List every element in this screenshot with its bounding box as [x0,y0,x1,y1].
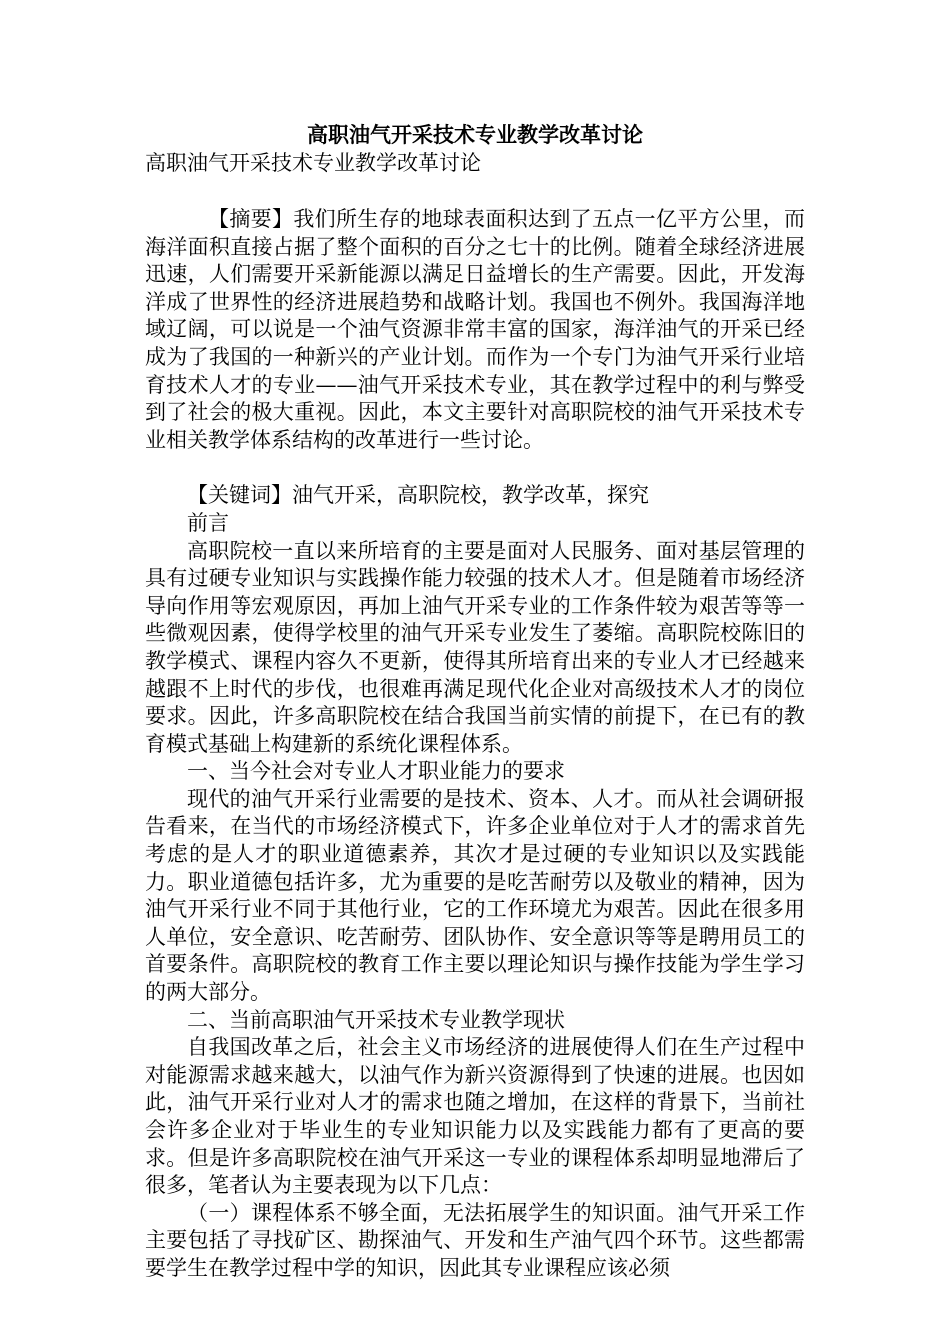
abstract-paragraph: 【摘要】我们所生存的地球表面积达到了五点一亿平方公里，而海洋面积直接占据了整个面积的百分之七十的比例。随着全球经济进展迅速，人们需要开采新能源以满足日益增长的生产需要。因此，开发海洋成了世界性的经济进展趋势和战略计划。我国也不例外。我国海洋地域辽阔，可以说是一个油气资源非常丰富的国家，海洋油气的开采已经成为了我国的一种新兴的产业计划。而作为一个专门为油气开采行业培育技术人才的专业——油气开采技术专业，其在教学过程中的利与弊受到了社会的极大重视。因此，本文主要针对高职院校的油气开采技术专业相关教学体系结构的改革进行一些讨论。 [145,207,805,452]
section1-heading: 一、当今社会对专业人才职业能力的要求 [187,759,565,784]
blank-line [145,454,805,482]
document-page [145,120,805,1283]
keywords-paragraph: 【关键词】油气开采，高职院校，教学改革，探究 [187,483,649,508]
section2-paragraph: 自我国改革之后，社会主义市场经济的进展使得人们在生产过程中对能源需求越来越大，以油气作为新兴资源得到了快速的进展。也因如此，油气开采行业对人才的需求也随之增加，在这样的背景下，当前社会许多企业对于毕业生的专业知识能力以及实践能力都有了更高的要求。但是许多高职院校在油气开采这一专业的课程体系却明显地滞后了很多，笔者认为主要表现为以下几点： [145,1035,805,1198]
blank-line [145,178,805,206]
point1-paragraph: （一）课程体系不够全面，无法拓展学生的知识面。油气开采工作主要包括了寻找矿区、勘探油气、开发和生产油气四个环节。这些都需要学生在教学过程中学的知识，因此其专业课程应该必须 [145,1200,805,1280]
preface-heading: 前言 [187,510,229,535]
preface-paragraph: 高职院校一直以来所培育的主要是面对人民服务、面对基层管理的具有过硬专业知识与实践操作能力较强的技术人才。但是随着市场经济导向作用等宏观原因，再加上油气开采专业的工作条件较为艰苦等等一些微观因素，使得学校里的油气开采专业发生了萎缩。高职院校陈旧的教学模式、课程内容久不更新，使得其所培育出来的专业人才已经越来越跟不上时代的步伐，也很难再满足现代化企业对高级技术人才的岗位要求。因此，许多高职院校在结合我国当前实情的前提下，在已有的教育模式基础上构建新的系统化课程体系。 [145,538,805,756]
document-subtitle: 高职油气开采技术专业教学改革讨论 [145,151,481,175]
document-title: 高职油气开采技术专业教学改革讨论 [307,123,643,147]
section1-paragraph: 现代的油气开采行业需要的是技术、资本、人才。而从社会调研报告看来，在当代的市场经济模式下，许多企业单位对于人才的需求首先考虑的是人才的职业道德素养，其次才是过硬的专业知识以及实践能力。职业道德包括许多，尤为重要的是吃苦耐劳以及敬业的精神，因为油气开采行业不同于其他行业，它的工作环境尤为艰苦。因此在很多用人单位，安全意识、吃苦耐劳、团队协作、安全意识等等是聘用员工的首要条件。高职院校的教育工作主要以理论知识与操作技能为学生学习的两大部分。 [145,786,805,1005]
section2-heading: 二、当前高职油气开采技术专业教学现状 [187,1007,565,1032]
